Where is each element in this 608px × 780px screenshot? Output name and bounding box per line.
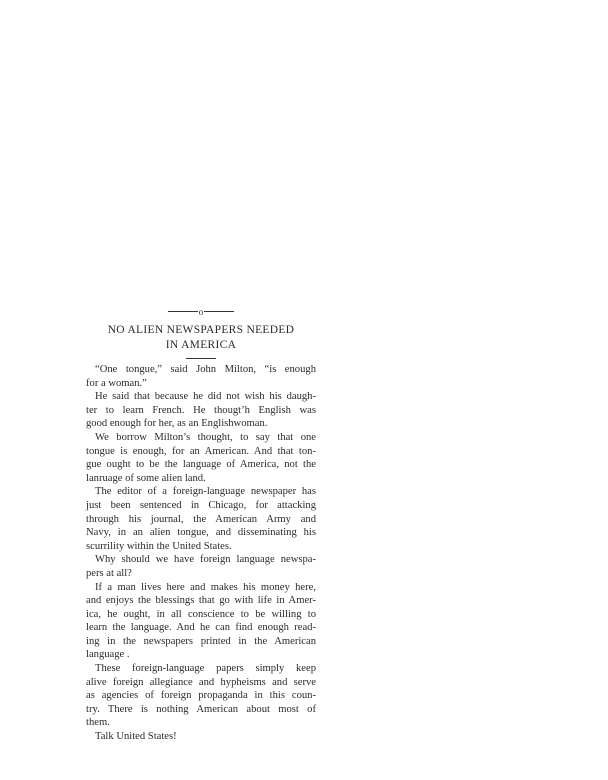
ornament-rule-left [168,311,198,312]
body-line: pers at all? [86,567,132,579]
body-line: ter to learn French. He thougt’h English was [86,404,316,416]
body-line: ing in the newspapers printed in the American [86,635,316,647]
body-line: scurrility within the United States. [86,540,232,552]
body-line: good enough for her, as an Englishwoman. [86,418,268,430]
headline-divider [186,358,216,359]
headline-line-1: NO ALIEN NEWSPAPERS NEEDED [107,324,295,336]
body-line: He said that because he did not wish his daugh- [95,391,316,403]
ornament-glyph: o [198,306,204,317]
headline-ornament [86,304,316,318]
body-line: The editor of a foreign-language newspaper has [95,486,316,498]
body-line: just been sentenced in Chicago, for attacking [86,499,316,511]
body-line: Why should we have foreign language newspa- [95,554,316,566]
body-line: and enjoys the blessings that go with life in Amer- [86,595,316,607]
body-line: lanruage of some alien land. [86,472,206,484]
headline-line-2: IN AMERICA [165,339,237,351]
article-body [86,363,316,744]
body-line: through his journal, the American Army and [86,513,316,525]
body-line: alive foreign allegiance and hypheisms and serve [86,676,316,688]
article-column [86,304,316,744]
body-line: We borrow Milton’s thought, to say that one [95,431,316,443]
article-headline [86,323,316,353]
body-line: Navy, in an alien tongue, and disseminating his [86,527,316,539]
body-line: for a woman.” [86,377,147,389]
body-line: learn the language. And he can find enough read- [86,622,316,634]
body-line: If a man lives here and makes his money here, [95,581,316,593]
body-line: try. There is nothing American about most of [86,703,316,715]
body-line: as agencies of foreign propaganda in this coun- [86,690,316,702]
ornament-rule-right [204,311,234,312]
body-line: language . [86,649,130,661]
body-line: them. [86,717,110,729]
body-line: “One tongue,” said John Milton, “is enough [95,364,316,375]
body-line: tongue is enough, for an American. And that ton- [86,445,316,457]
body-line: gue ought to be the language of America, not the [86,459,316,471]
body-line: ica, he ought, in all conscience to be willing to [86,608,316,620]
body-line: These foreign-language papers simply keep [95,663,316,675]
body-line: Talk United States! [95,731,177,743]
